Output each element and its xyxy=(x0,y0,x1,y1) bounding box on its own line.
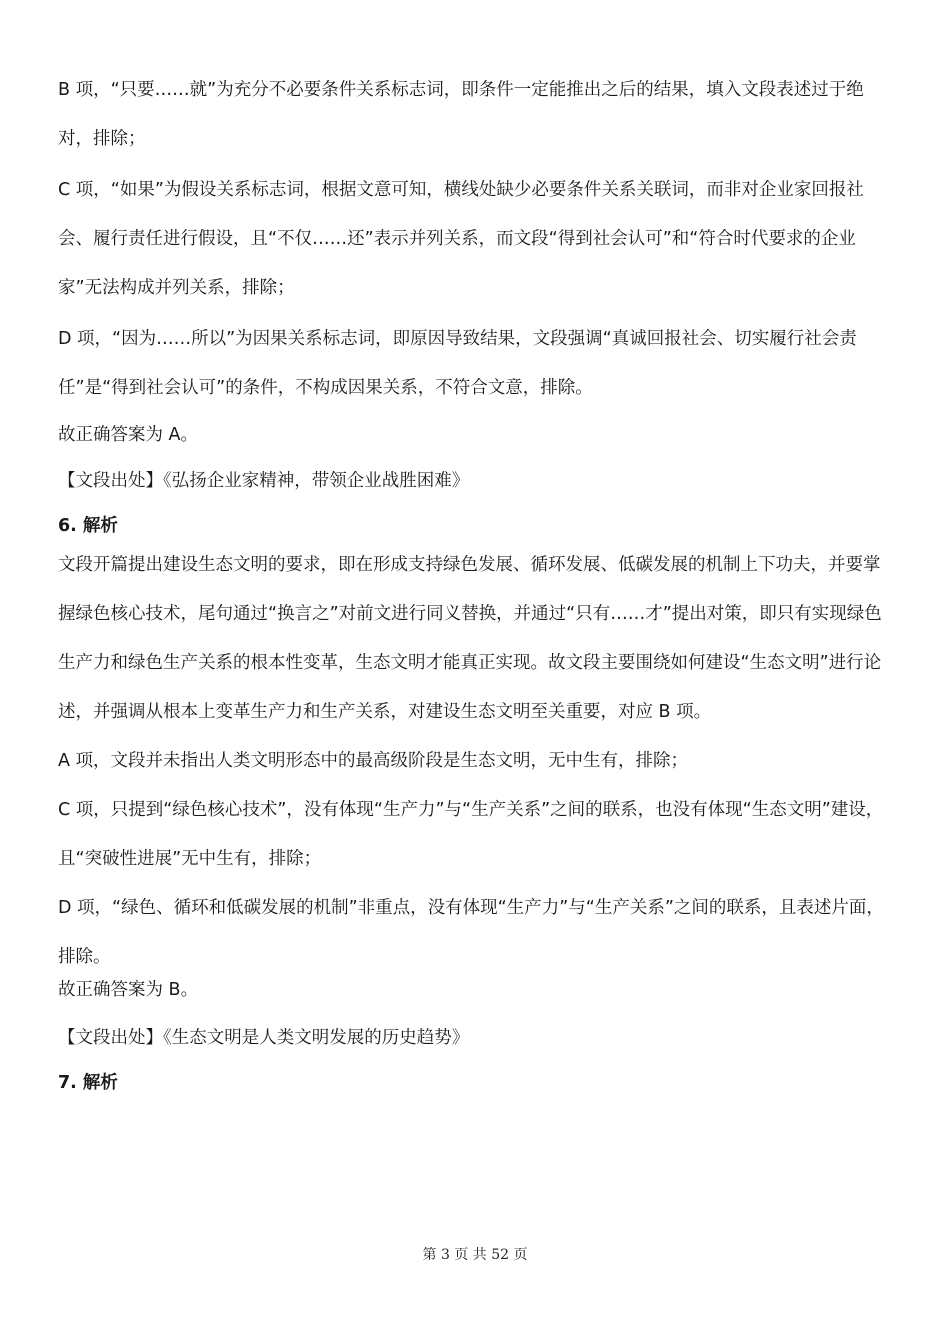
q6-answer: 故正确答案为 B。 xyxy=(58,980,199,1000)
q5-answer: 故正确答案为 A。 xyxy=(58,425,199,445)
q6-heading: 6. 解析 xyxy=(58,516,118,536)
q6-option-a: A 项，文段并未指出人类文明形态中的最高级阶段是生态文明，无中生有，排除； xyxy=(58,751,689,771)
q6-option-c: C 项，只提到“绿色核心技术”，没有体现“生产力”与“生产关系”之间的联系，也没有体现“生态文明”建设，且“突破性进展”无中生有，排除； xyxy=(58,800,884,869)
q6-option-d: D 项，“绿色、循环和低碳发展的机制”非重点，没有体现“生产力”与“生产关系”之间的联系，且表述片面，排除。 xyxy=(58,898,884,967)
q5-option-d: D 项，“因为……所以”为因果关系标志词，即原因导致结果，文段强调“真诚回报社会、切实履行社会责任”是“得到社会认可”的条件，不构成因果关系，不符合文意，排除。 xyxy=(58,329,857,398)
page-number: 第 3 页 共 52 页 xyxy=(422,1247,528,1263)
q6-analysis: 文段开篇提出建设生态文明的要求，即在形成支持绿色发展、循环发展、低碳发展的机制上下功夫，并要掌握绿色核心技术，尾句通过“换言之”对前文进行同义替换，并通过“只有……才”提出对策，即只有实现绿色生产力和绿色生产关系的根本性变革，生态文明才能真正实现。故文段主要围绕如何建设“生态文明”进行论述，并强调从根本上变革生产力和生产关系，对建设生态文明至关重要，对应 B 项。 xyxy=(58,555,882,722)
q6-source: 【文段出处】《生态文明是人类文明发展的历史趋势》 xyxy=(58,1028,470,1048)
q5-option-c: C 项，“如果”为假设关系标志词，根据文意可知，横线处缺少必要条件关系关联词，而非对企业家回报社会、履行责任进行假设，且“不仅……还”表示并列关系，而文段“得到社会认可”和“符合时代要求的企业家”无法构成并列关系，排除； xyxy=(58,180,864,298)
q7-heading: 7. 解析 xyxy=(58,1073,118,1093)
document-body xyxy=(58,66,892,1098)
q5-option-b: B 项，“只要……就”为充分不必要条件关系标志词，即条件一定能推出之后的结果，填入文段表述过于绝对，排除； xyxy=(58,80,864,149)
q5-source: 【文段出处】《弘扬企业家精神，带领企业战胜困难》 xyxy=(58,471,470,491)
